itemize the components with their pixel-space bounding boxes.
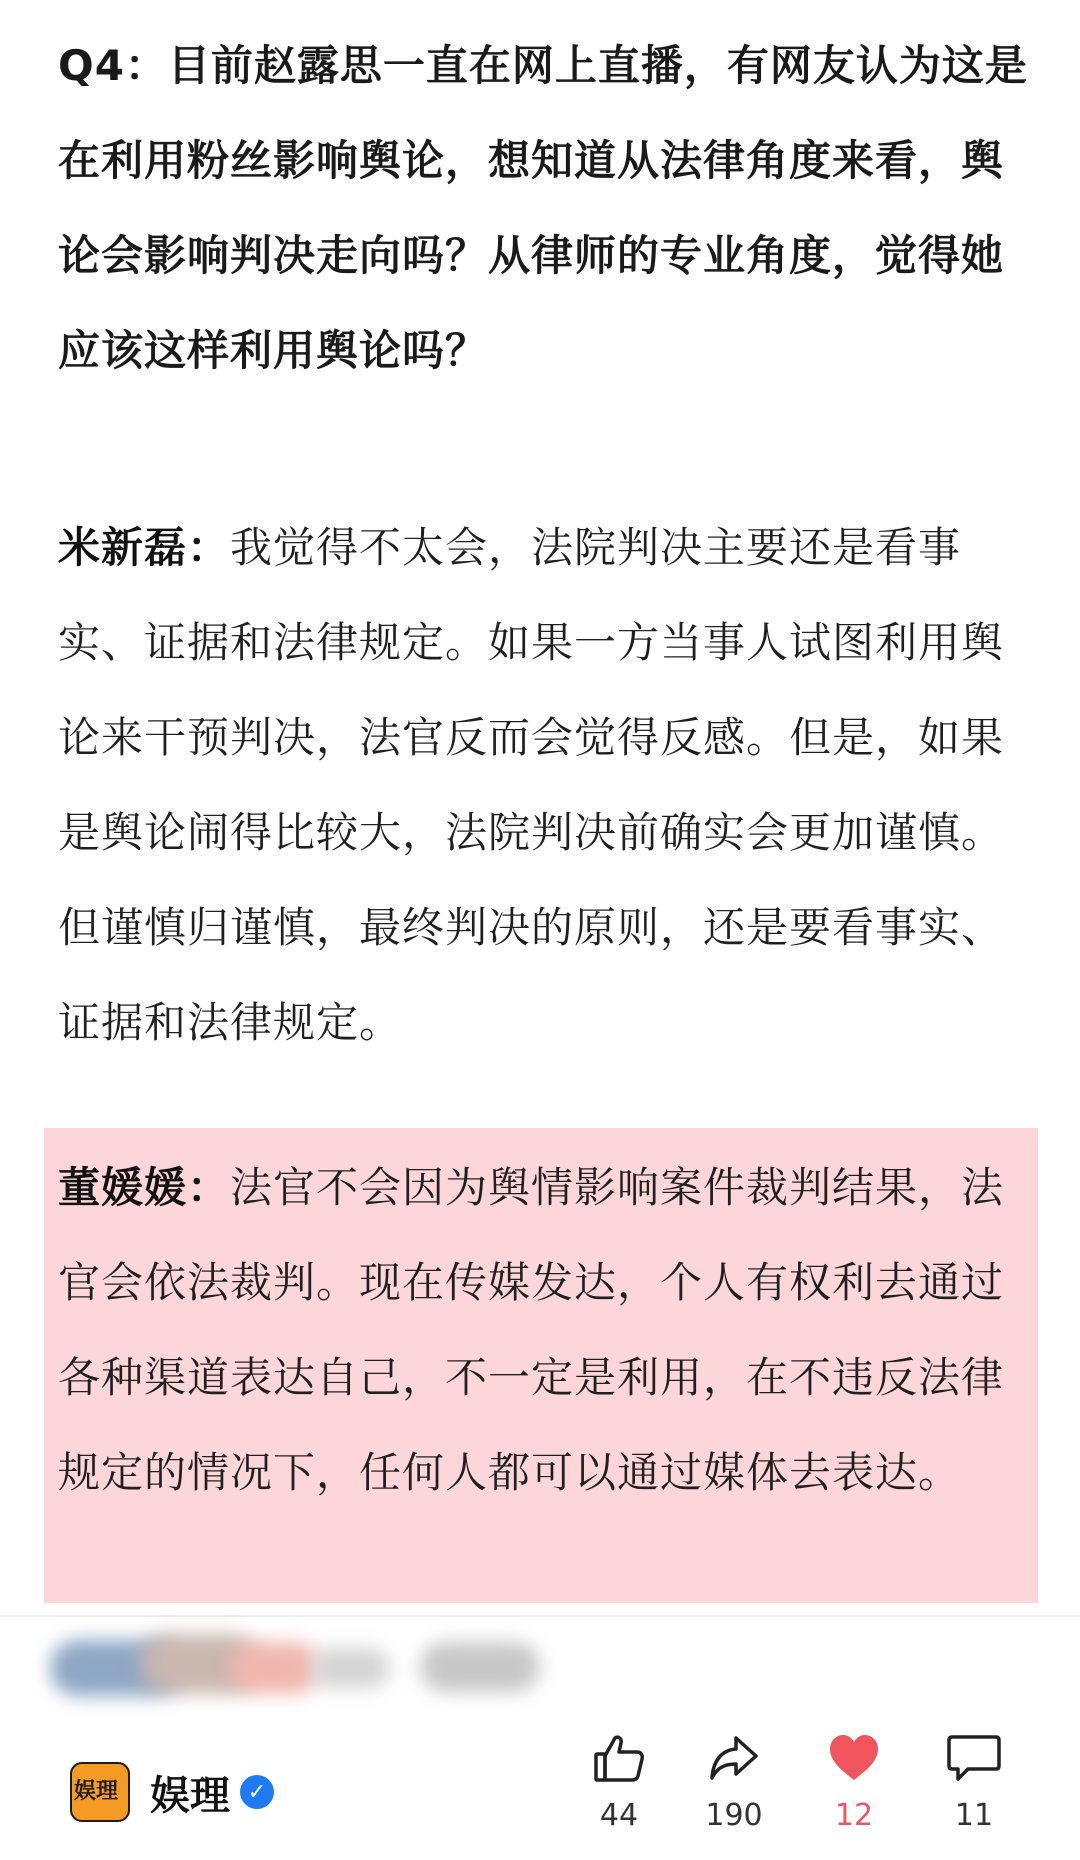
author-name[interactable]: 娱理 [150,1772,230,1819]
share-count: 190 [705,1798,763,1833]
answer-1-text: 我觉得不太会，法院判决主要还是看事实、证据和法律规定。如果一方当事人试图利用舆论来干预判决，法官反而会觉得反感。但是，如果是舆论闹得比较大，法院判决前确实会更加谨慎。但谨慎归谨慎，最终判决的原则，还是要看事实、证据和法律规定。 [58,523,1005,1047]
comment-button[interactable] [919,1732,1029,1833]
comment-count: 11 [954,1798,994,1833]
author-logo: 娱理 [68,1760,132,1824]
answer-1 [58,500,1028,1070]
answer-1-speaker: 米新磊： [58,523,231,572]
author[interactable] [68,1760,274,1824]
article-body [58,18,1028,1047]
question-text: Q4：目前赵露思一直在网上直播，有网友认为这是在利用粉丝影响舆论，想知道从法律角度来看，舆论会影响判决走向吗？从律师的专业角度，觉得她应该这样利用舆论吗？ [58,41,1028,375]
thumbs-up-icon [593,1732,645,1784]
answer-2 [58,1140,1028,1520]
blurred-redacted-content [30,1612,590,1712]
share-button[interactable] [679,1732,789,1833]
share-arrow-icon [708,1732,760,1784]
like-count: 44 [599,1798,639,1833]
answer-2-speaker: 董媛媛： [58,1163,231,1212]
favorite-button[interactable] [799,1732,909,1833]
answer-2-text: 法官不会因为舆情影响案件裁判结果，法官会依法裁判。现在传媒发达，个人有权利去通过各种渠道表达自己，不一定是利用，在不违反法律规定的情况下，任何人都可以通过媒体去表达。 [58,1163,1005,1497]
post-footer [0,1720,1080,1860]
favorite-count: 12 [834,1798,874,1833]
verified-badge-icon: ✓ [240,1775,274,1809]
like-button[interactable] [564,1732,674,1833]
heart-icon [827,1732,881,1784]
comment-bubble-icon [946,1732,1002,1784]
